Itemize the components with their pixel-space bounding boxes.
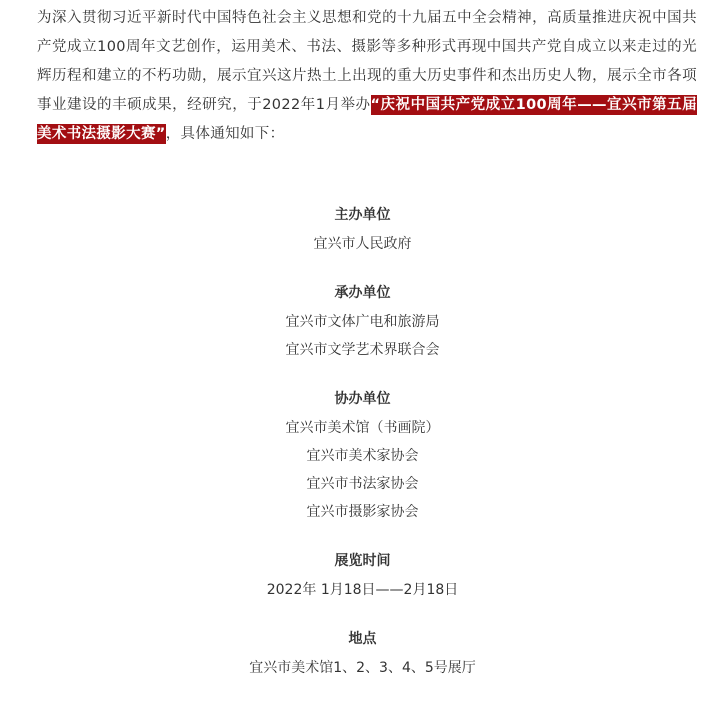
section-line: 宜兴市美术馆（书画院）: [285, 420, 440, 436]
section-undertaker: [0, 280, 725, 364]
section-line: 宜兴市美术家协会: [306, 448, 419, 464]
intro-paragraph: [37, 4, 697, 149]
section-heading: 主办单位: [334, 207, 391, 223]
section-line: 宜兴市美术馆1、2、3、4、5号展厅: [249, 660, 476, 676]
intro-text-after: ，具体通知如下：: [165, 126, 285, 142]
section-line: 宜兴市文学艺术界联合会: [285, 342, 440, 358]
event-title-highlight: “庆祝中国共产党成立100周年——宜兴市第五届美术书法摄影大赛”: [37, 97, 697, 142]
section-line: 2022年 1月18日——2月18日: [266, 582, 459, 598]
section-line: 宜兴市书法家协会: [306, 476, 419, 492]
section-line: 宜兴市摄影家协会: [306, 504, 419, 520]
section-heading: 协办单位: [334, 391, 391, 407]
intro-text-before: 为深入贯彻习近平新时代中国特色社会主义思想和党的十九届五中全会精神，高质量推进庆祝中国共产党成立100周年文艺创作，运用美术、书法、摄影等多种形式再现中国共产党自成立以来走过的光辉历程和建立的不朽功勋，展示宜兴这片热土上出现的重大历史事件和杰出历史人物，展示全市各项事业建设的丰硕成果，经研究，于2022年1月举办: [37, 10, 697, 113]
section-exhibition-time: [0, 548, 725, 604]
section-line: 宜兴市人民政府: [313, 236, 412, 252]
section-heading: 地点: [348, 631, 377, 647]
notice-sections: [0, 202, 725, 704]
section-co-organizer: [0, 386, 725, 526]
section-heading: 承办单位: [334, 285, 391, 301]
section-organizer: [0, 202, 725, 258]
section-heading: 展览时间: [334, 553, 391, 569]
section-venue: [0, 626, 725, 682]
section-line: 宜兴市文体广电和旅游局: [285, 314, 440, 330]
